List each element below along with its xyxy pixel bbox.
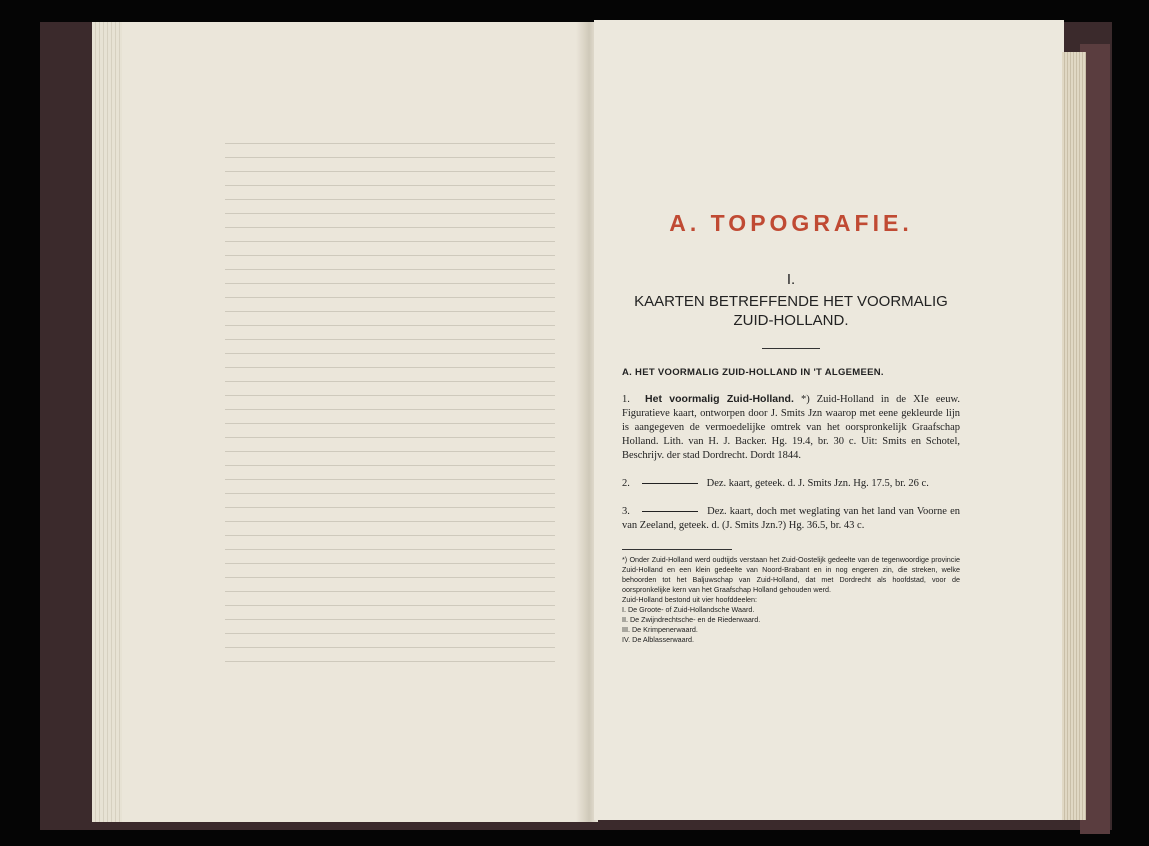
right-page-edges bbox=[1062, 52, 1086, 820]
section-title bbox=[622, 292, 960, 330]
section-number: I. bbox=[786, 271, 796, 288]
entry-text: Dez. kaart, doch met weglating van het land van Voorne en van Zeeland, geteek. d. (J. Smits Jzn.?) Hg. 36.5, br. 43 c. bbox=[622, 506, 960, 531]
section-title-line-1: KAARTEN BETREFFENDE HET VOORMALIG bbox=[634, 293, 948, 310]
divider bbox=[762, 348, 820, 349]
entry-lead: Het voormalig Zuid-Holland. bbox=[645, 393, 794, 405]
footnote-list-item: IV. De Alblasserwaard. bbox=[622, 635, 695, 644]
main-title: A. TOPOGRAFIE. bbox=[669, 210, 913, 236]
ditto-dash bbox=[642, 483, 698, 484]
section-title-line-2: ZUID-HOLLAND. bbox=[733, 312, 849, 329]
footnote-intro: Zuid-Holland bestond uit vier hoofddeelen: bbox=[622, 595, 758, 604]
entry-number: 2. bbox=[622, 478, 630, 489]
catalog-entry bbox=[622, 392, 960, 463]
footnote-list-item: I. De Groote- of Zuid-Hollandsche Waard. bbox=[622, 605, 755, 614]
left-page-edges bbox=[92, 22, 122, 822]
entry-number: 3. bbox=[622, 506, 630, 517]
ditto-dash bbox=[642, 511, 698, 512]
footnote: *) Onder Zuid-Holland werd oudtijds verstaan het Zuid-Oostelijk gedeelte van de tegenwoordige provincie Zuid-Holland en een klein gedeelte van Noord-Brabant en in nog engeren zin, die streken, welke behoorden tot het Baljuwschap van Zuid-Holland, dat met Dordrecht als hoofdstad, voor de oorspronkelijke kern van het Graafschap Holland gehouden werd. bbox=[622, 555, 960, 594]
entry-text: *) Zuid-Holland in de XIe eeuw. Figuratieve kaart, ontworpen door J. Smits Jzn waarop met eene gekleurde lijn is aangegeven de vermoedelijke omtrek van het oorspronkelijk Graafschap Holland. Lith. van H. J. Backer. Hg. 19.4, br. 30 c. Uit: Smits en Schotel, Beschrijv. der stad Dordrecht. Dordt 1844. bbox=[622, 394, 960, 461]
left-page bbox=[92, 22, 582, 822]
footnote-list bbox=[622, 605, 960, 645]
footnote-list-item: II. De Zwijndrechtsche- en de Riederwaard. bbox=[622, 615, 761, 624]
entry-number: 1. bbox=[622, 394, 630, 405]
subsection-heading: A. HET VOORMALIG ZUID-HOLLAND IN 'T ALGEMEEN. bbox=[622, 367, 884, 378]
footnote-divider bbox=[622, 549, 732, 550]
catalog-entry bbox=[622, 477, 960, 491]
entry-text: Dez. kaart, geteek. d. J. Smits Jzn. Hg. 17.5, br. 26 c. bbox=[706, 478, 929, 489]
footnote-list-item: III. De Krimpenerwaard. bbox=[622, 625, 698, 634]
page-content bbox=[622, 210, 960, 645]
catalog-entry bbox=[622, 505, 960, 533]
